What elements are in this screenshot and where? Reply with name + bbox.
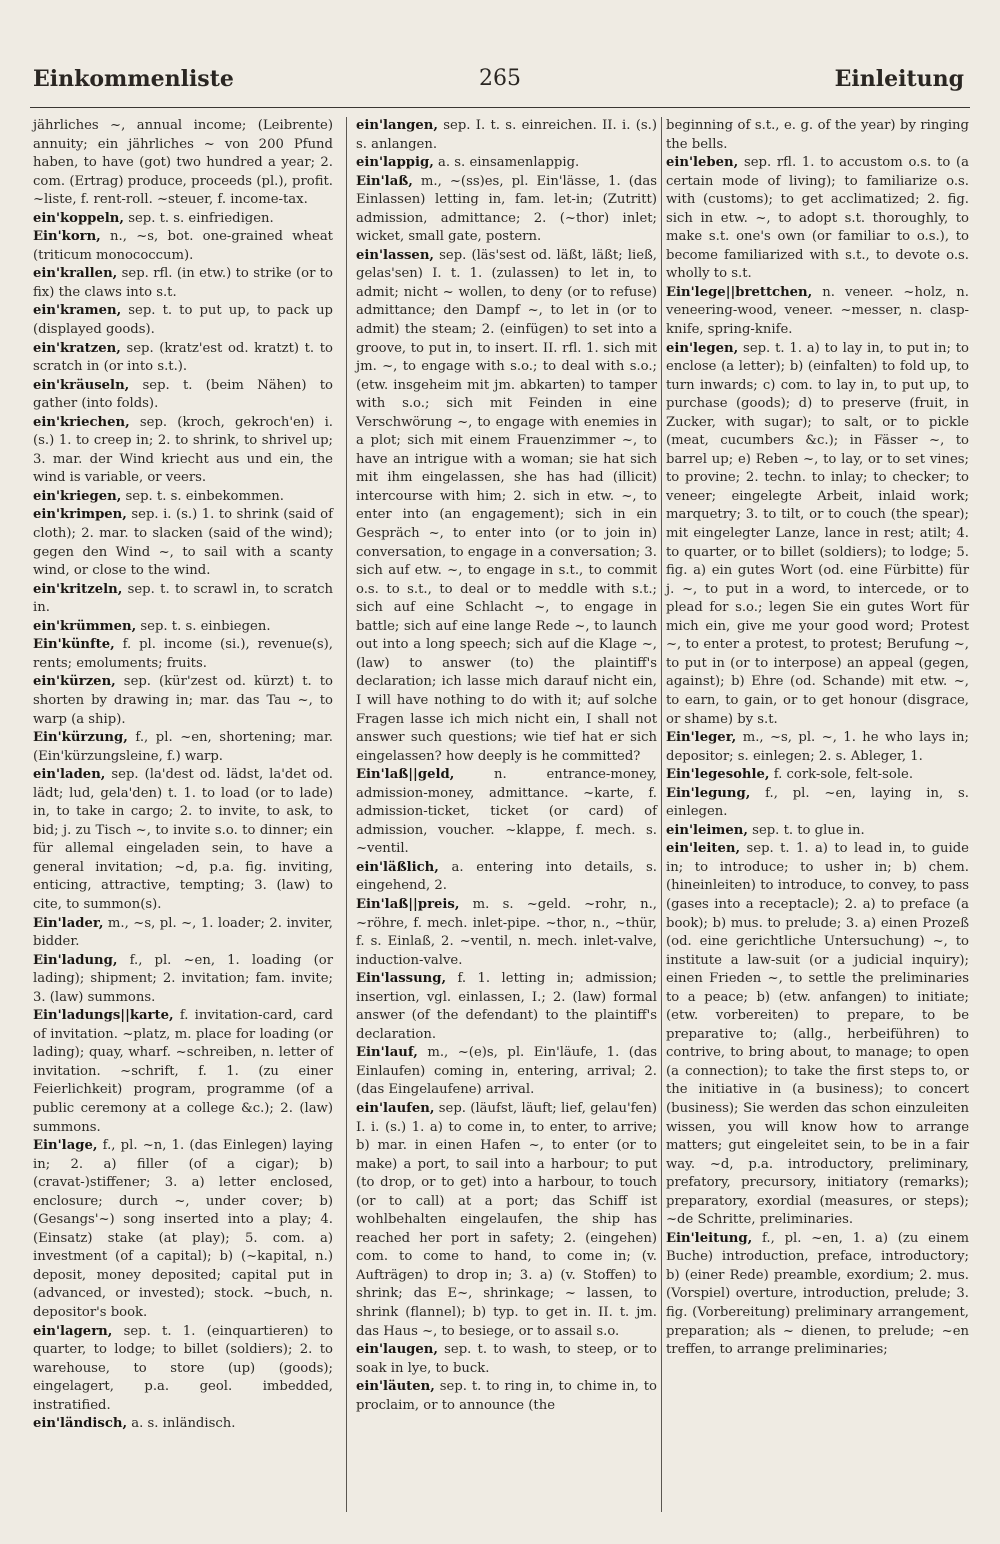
entry-headword: ein'laugen, (356, 1342, 438, 1358)
entry-headword: ein'kramen, (33, 303, 122, 319)
dictionary-entry (33, 414, 333, 488)
dictionary-entry (33, 117, 333, 210)
entry-definition: sep. t. 1. a) to lay in, to put in; to enclose (a letter); b) (einfalten) to fold up, to turn inwards; c) com. to lay in, to put up, to purchase (goods); d) to preserve (fruit, in Zucker, with sugar); to salt, or to pickle (meat, cucumbers &c.); in Fässer ~, to barrel up; e) Reben ~, to lay, or to set vines; to provine; 2. techn. to inlay; to checker; to veneer; eingelegte Arbeit, inlaid work; marquetry; 3. to tilt, or to couch (the spear); mit eingelegter Lanze, lance in rest; atilt; 4. to quarter, or to billet (soldiers); to lodge; 5. fig. a) ein gutes Wort (od. eine Fürbitte) für j. ~, to put in a word, to intercede, or to plead for s.o.; legen Sie ein gutes Wort für mich ein, give me your good word; Protest ~, to enter a protest, to protest; Berufung ~, to put in (or to interpose) an appeal (gegen, against); b) Ehre (od. Schande) mit etw. ~, to earn, to gain, or to get honour (disgrace, or shame) by s.t. (666, 340, 969, 727)
entry-headword: ein'ländisch, (33, 1416, 128, 1432)
dictionary-entry (33, 1323, 333, 1416)
dictionary-entry (33, 1007, 333, 1137)
dictionary-entry (356, 859, 657, 896)
dictionary-entry (356, 154, 657, 173)
entry-headword: Ein'korn, (33, 229, 101, 245)
entry-definition: sep. t. to wash, to steep, or to soak in lye, to buck. (356, 1342, 657, 1376)
dictionary-entry (356, 896, 657, 970)
column-separator (346, 117, 347, 1512)
entry-headword: ein'kräuseln, (33, 377, 130, 393)
entry-headword: ein'laufen, (356, 1100, 435, 1116)
entry-definition: sep. t. (beim Nähen) to gather (into folds). (33, 377, 333, 412)
entry-definition: a. s. einsamenlappig. (438, 155, 580, 171)
dictionary-entry (33, 488, 333, 507)
entry-definition: sep. (kür'zest od. kürzt) t. to shorten by drawing in; mar. das Tau ~, to warp (a ship). (33, 674, 333, 727)
entry-headword: Ein'legung, (666, 785, 751, 801)
dictionary-entry (33, 618, 333, 637)
entry-headword: Ein'lege||brettchen, (666, 284, 813, 300)
entry-headword: Ein'lauf, (356, 1045, 418, 1061)
entry-headword: Ein'legesohle, (666, 767, 770, 783)
entry-definition: sep. t. 1. a) to lead in, to guide in; to introduce; to usher in; b) chem. (hineinleiten) to introduce, to convey, to pass (gases into a receptacle); 2. a) to preface (a book); b) mus. to prelude; 3. a) einen Prozeß (od. eine gerichtliche Untersuchung) ~, to institute a law-suit (or a judicial inquiry); einen Frieden ~, to settle the preliminaries to a peace; b) (etw. anfangen) to initiate; (etw. vorbereiten) to prepare, to be preparative to; (allg., herbeiführen) to contrive, to bring about, to manage; to open (a connection); to take the first steps to, or the initiative in (a business); to concert (business); Sie werden das schon einzuleiten wissen, you will know how to arrange matters; gut eingeleitet sein, to be in a fair way. ~d, p.a. introductory, preliminary, prefatory, precursory, initiatory (remarks); preparatory, exordial (measures, or steps); ~de Schritte, preliminaries. (666, 841, 969, 1228)
entry-definition: sep. t. s. einfriedigen. (128, 210, 274, 226)
entry-headword: Ein'ladungs||karte, (33, 1008, 174, 1024)
entry-headword: Ein'leitung, (666, 1230, 753, 1246)
dictionary-entry (666, 284, 969, 340)
entry-definition: sep. t. s. einbiegen. (140, 618, 271, 634)
entry-headword: ein'kriechen, (33, 414, 130, 430)
entry-headword: ein'lagern, (33, 1323, 113, 1339)
dictionary-entry (666, 1230, 969, 1360)
entry-definition: m. s. ~geld. ~rohr, n., ~röhre, f. mech. inlet-pipe. ~thor, n., ~thür, f. s. Einlaß, 2. ~ventil, n. mech. inlet-valve, induction-valve. (356, 896, 658, 968)
entry-definition: sep. t. to ring in, to chime in, to proclaim, or to announce (the (356, 1379, 657, 1413)
entry-definition: n. veneer. ~holz, n. veneering-wood, veneer. ~messer, n. clasp-knife, spring-knife. (666, 284, 969, 338)
column-3 (666, 117, 969, 1360)
entry-headword: ein'lappig, (356, 155, 434, 171)
entry-definition: f. cork-sole, felt-sole. (773, 767, 914, 783)
entry-headword: Ein'kürzung, (33, 730, 128, 746)
entry-headword: ein'lassen, (356, 247, 434, 263)
column-2 (356, 117, 657, 1415)
dictionary-entry (33, 915, 333, 952)
entry-definition: sep. t. s. einbekommen. (125, 488, 284, 504)
column-1 (33, 117, 333, 1434)
entry-headword: ein'kürzen, (33, 674, 116, 690)
entry-definition: sep. (kroch, gekroch'en) i. (s.) 1. to creep in; 2. to shrink, to shrivel up; 3. mar. der Wind kriecht aus und ein, the wind is variable, or veers. (33, 414, 333, 486)
dictionary-entry (666, 822, 969, 841)
dictionary-entry (33, 636, 333, 673)
entry-headword: ein'läuten, (356, 1379, 435, 1395)
entry-definition: f., pl. ~en, 1. a) (zu einem Buche) introduction, preface, introductory; b) (einer Rede) preamble, exordium; 2. mus. (Vorspiel) overture, introduction, prelude; 3. fig. (Vorbereitung) preliminary arrangement, preparation; als ~ dienen, to prelude; ~en treffen, to arrange preliminaries; (666, 1230, 969, 1358)
entry-headword: ein'leimen, (666, 822, 748, 838)
entry-definition: n. entrance-money, admission-money, admittance. ~karte, f. admission-ticket, ticket (or card) of admission, voucher. ~klappe, f. mech. s. ~ventil. (356, 767, 657, 857)
dictionary-entry (666, 766, 969, 785)
entry-headword: Ein'lage, (33, 1138, 98, 1154)
entry-headword: Ein'leger, (666, 730, 737, 746)
entry-definition: sep. t. to put up, to pack up (displayed goods). (33, 303, 333, 338)
entry-definition: f., pl. ~en, 1. loading (or lading); shipment; 2. invitation; fam. invite; 3. (law) summons. (33, 952, 333, 1005)
dictionary-entry (33, 302, 333, 339)
dictionary-entry (356, 1100, 657, 1341)
entry-headword: Ein'laß||preis, (356, 896, 460, 912)
entry-headword: ein'krümmen, (33, 618, 137, 634)
entry-definition: f., pl. ~en, laying in, s. einlegen. (666, 785, 969, 820)
entry-headword: Ein'lader, (33, 915, 104, 931)
entry-headword: ein'laden, (33, 767, 106, 783)
dictionary-entry (356, 173, 657, 247)
entry-definition: sep. t. 1. (einquartieren) to quarter, to lodge; to billet (soldiers); 2. to warehouse, to store (up) (goods); eingelagert, p.a. geol. imbedded, instratified. (33, 1323, 333, 1413)
dictionary-entry (356, 117, 657, 154)
dictionary-entry (666, 840, 969, 1229)
entry-definition: m., ~s, pl. ~, 1. he who lays in; depositor; s. einlegen; 2. s. Ableger, 1. (666, 730, 969, 764)
entry-headword: ein'kriegen, (33, 488, 122, 504)
entry-definition: f. invitation-card, card of invitation. ~platz, m. place for loading (or lading); quay, wharf. ~schreiben, n. letter of invitation. ~schrift, f. 1. (zu einer Feierlichkeit) program, programme (of a public ceremony at a college &c.); 2. (law) summons. (33, 1008, 333, 1135)
dictionary-entry (33, 210, 333, 229)
entry-definition: f. pl. income (si.), revenue(s), rents; emoluments; fruits. (33, 637, 333, 671)
entry-headword: ein'krimpen, (33, 507, 127, 523)
entry-headword: ein'kratzen, (33, 340, 121, 356)
dictionary-entry (666, 785, 969, 822)
entry-headword: ein'koppeln, (33, 210, 124, 226)
dictionary-entry (33, 1415, 333, 1434)
entry-headword: ein'langen, (356, 118, 438, 133)
dictionary-entry (356, 247, 657, 766)
entry-definition: f., pl. ~en, shortening; mar. (Ein'kürzungsleine, f.) warp. (33, 730, 333, 764)
column-separator (661, 117, 662, 1512)
entry-definition: beginning of s.t., e. g. of the year) by ringing the bells. (666, 118, 969, 152)
running-head-right: Einleitung (834, 66, 964, 92)
dictionary-entry (33, 340, 333, 377)
dictionary-entry (33, 506, 333, 580)
page-number: 265 (479, 66, 521, 91)
running-head-left: Einkommenliste (33, 66, 234, 92)
dictionary-entry (356, 1044, 657, 1100)
entry-definition: sep. t. to scrawl in, to scratch in. (33, 581, 333, 616)
entry-headword: ein'kritzeln, (33, 581, 123, 597)
entry-definition: sep. (läs'sest od. läßt, läßt; ließ, gelas'sen) I. t. 1. (zulassen) to let in, to admit; nicht ~ wollen, to deny (or to refuse) admittance; den Dampf ~, to let in (or to admit) the steam; 2. (einfügen) to set into a groove, to put in, to insert. II. rfl. 1. sich mit jm. ~, to engage with s.o.; to deal with s.o.; (etw. insgeheim mit jm. abkarten) to tamper with s.o.; sich mit Feinden in eine Verschwörung ~, to engage with enemies in a plot; sich mit einem Frauenzimmer ~, to have an intrigue with a woman; sie hat sich mit ihm eingelassen, she has had (illicit) intercourse with him; 2. sich in etw. ~, to enter into (an engagement); sich in ein Gespräch ~, to enter into (or to join in) conversation, to engage in a conversation; 3. sich auf etw. ~, to engage in s.t., to commit o.s. to s.t., to deal or to meddle with s.t.; sich auf eine Schlacht ~, to engage in battle; sich auf eine lange Rede ~, to launch out into a long speech; sich auf die Klage ~, (law) to answer (to) the plaintiff's declaration; ich lasse mich darauf nicht ein, I will have nothing to do with it; auf solche Fragen lasse ich mich nicht ein, I shall not answer such questions; wie tief hat er sich eingelassen? how deeply is he committed? (356, 247, 657, 764)
header-rule (30, 107, 970, 108)
dictionary-entry (666, 340, 969, 729)
dictionary-entry (356, 1378, 657, 1415)
entry-headword: ein'krallen, (33, 266, 118, 282)
entry-definition: m., ~(ss)es, pl. Ein'lässe, 1. (das Einlassen) letting in, fam. let-in; (Zutritt) admission, admittance; 2. (~thor) inlet; wicket, small gate, postern. (356, 173, 657, 245)
entry-headword: Ein'lassung, (356, 971, 447, 987)
entry-definition: a. s. inländisch. (131, 1416, 236, 1432)
dictionary-entry (356, 1341, 657, 1378)
entry-definition: sep. (kratz'est od. kratzt) t. to scratch in (or into s.t.). (33, 340, 333, 375)
entry-headword: ein'leben, (666, 155, 739, 171)
entry-definition: f. 1. letting in; admission; insertion, vgl. einlassen, I.; 2. (law) formal answer (of the defendant) to the plaintiff's declaration. (356, 971, 657, 1042)
dictionary-entry (33, 228, 333, 265)
entry-headword: Ein'künfte, (33, 637, 115, 653)
entry-definition: sep. I. t. s. einreichen. II. i. (s.) s. anlangen. (356, 118, 657, 152)
entry-definition: sep. rfl. 1. to accustom o.s. to (a certain mode of living); to familiarize o.s. with (customs); to get acclimatized; 2. fig. sich in etw. ~, to adopt s.t. thoroughly, to make s.t. one's own (or familiar to o.s.), to become familiarized with s.t., to devote o.s. wholly to s.t. (666, 155, 969, 282)
dictionary-entry (33, 265, 333, 302)
entry-definition: n., ~s, bot. one-grained wheat (triticum monococcum). (33, 229, 333, 263)
entry-definition: f., pl. ~n, 1. (das Einlegen) laying in; 2. a) filler (of a cigar); b) (cravat-)stiffener; 3. a) letter enclosed, enclosure; durch ~, under cover; b) (Gesangs'~) song inserted into a play; 4. (Einsatz) stake (at play); 5. com. a) investment (of a capital); b) (~kapital, n.) deposit, money deposited; capital put in (advanced, or invested); stock. ~buch, n. depositor's book. (33, 1138, 333, 1320)
entry-definition: m., ~(e)s, pl. Ein'läufe, 1. (das Einlaufen) coming in, entering, arrival; 2. (das Eingelaufene) arrival. (356, 1045, 657, 1098)
entry-definition: sep. rfl. (in etw.) to strike (or to fix) the claws into s.t. (33, 266, 333, 300)
dictionary-entry (666, 154, 969, 284)
dictionary-entry (356, 970, 657, 1044)
dictionary-entry (666, 117, 969, 154)
dictionary-entry (33, 377, 333, 414)
dictionary-entry (356, 766, 657, 859)
entry-definition: m., ~s, pl. ~, 1. loader; 2. inviter, bidder. (33, 915, 333, 950)
entry-definition: sep. i. (s.) 1. to shrink (said of cloth); 2. mar. to slacken (said of the wind); gegen den Wind ~, to sail with a scanty wind, or close to the wind. (33, 507, 333, 579)
dictionary-entry (33, 729, 333, 766)
entry-headword: Ein'laß, (356, 173, 413, 189)
dictionary-entry (666, 729, 969, 766)
dictionary-entry (33, 766, 333, 914)
entry-headword: ein'legen, (666, 340, 739, 356)
entry-definition: a. entering into details, s. eingehend, 2. (356, 859, 657, 894)
dictionary-entry (33, 581, 333, 618)
entry-headword: Ein'laß||geld, (356, 767, 455, 783)
dictionary-entry (33, 1137, 333, 1322)
entry-headword: Ein'ladung, (33, 952, 118, 968)
entry-definition: jährliches ~, annual income; (Leibrente) annuity; ein jährliches ~ von 200 Pfund haben, to have (got) two hundred a year; 2. com. (Ertrag) produce, proceeds (pl.), profit. ~liste, f. rent-roll. ~steuer, f. income-tax. (33, 118, 333, 208)
entry-definition: sep. (la'dest od. lädst, la'det od. lädt; lud, gela'den) t. 1. to load (or to lade) in, to take in cargo; 2. to invite, to ask, to bid; j. zu Tisch ~, to invite s.o. to dinner; ein für allemal eingeladen sein, to have a general invitation; ~d, p.a. fig. inviting, enticing, attractive, tempting; 3. (law) to cite, to summon(s). (33, 767, 333, 912)
dictionary-entry (33, 952, 333, 1008)
entry-headword: ein'läßlich, (356, 859, 439, 875)
dictionary-entry (33, 673, 333, 729)
entry-headword: ein'leiten, (666, 841, 741, 857)
entry-definition: sep. t. to glue in. (752, 822, 865, 838)
entry-definition: sep. (läufst, läuft; lief, gelau'fen) I. i. (s.) 1. a) to come in, to enter, to arrive; b) mar. in einen Hafen ~, to enter (or to make) a port, to sail into a harbour; to put (to drop, or to get) into a harbour, to touch (or to call) at a port; das Schiff ist wohlbehalten eingelaufen, the ship has reached her port in safety; 2. (eingehen) com. to come to hand, to come in; (v. Aufträgen) to drop in; 3. a) (v. Stoffen) to shrink; das E~, shrinkage; ~ lassen, to shrink (flannel); b) typ. to get in. II. t. jm. das Haus ~, to besiege, or to assail s.o. (356, 1100, 657, 1339)
